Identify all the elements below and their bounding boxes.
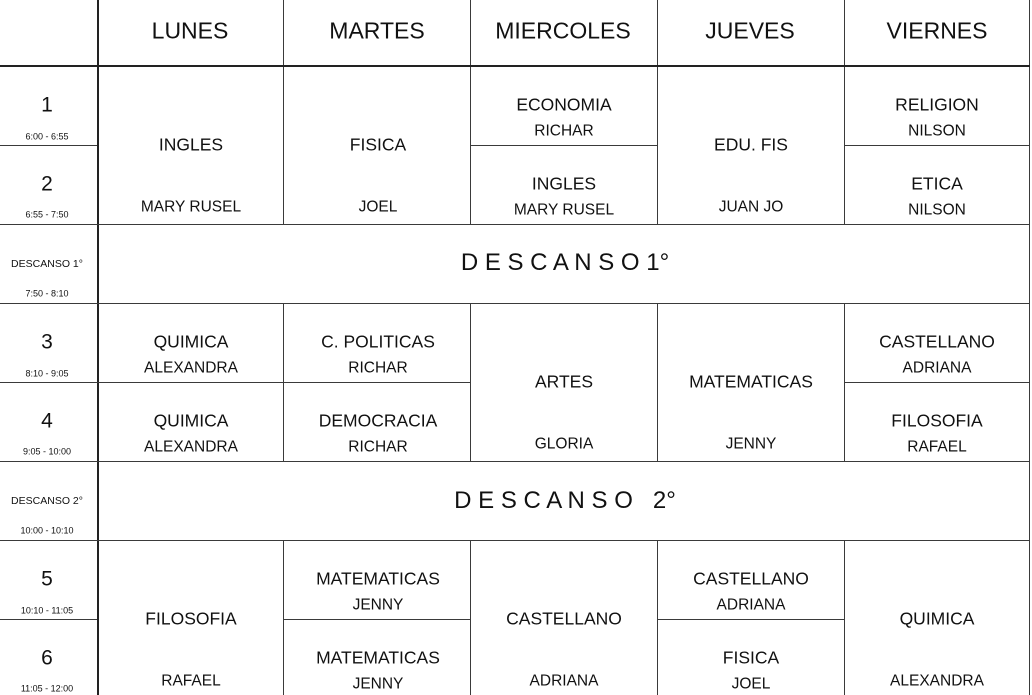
class-teacher: JENNY: [352, 675, 404, 693]
grid-line: [0, 382, 97, 383]
class-subject: MATEMATICAS: [316, 647, 440, 668]
day-header-miercoles: MIERCOLES: [495, 17, 631, 44]
grid-line: [0, 540, 1030, 541]
break-time: 7:50 - 8:10: [25, 288, 69, 299]
grid-line: [1029, 461, 1030, 540]
grid-line: [0, 65, 1030, 67]
class-teacher: JOEL: [731, 675, 771, 693]
class-teacher: RICHAR: [348, 359, 408, 377]
class-teacher: NILSON: [908, 122, 966, 140]
class-teacher: RAFAEL: [161, 672, 221, 690]
class-subject: MATEMATICAS: [689, 371, 813, 392]
day-header-martes: MARTES: [329, 17, 425, 44]
grid-line: [657, 0, 658, 224]
class-teacher: ALEXANDRA: [890, 672, 984, 690]
class-teacher: RAFAEL: [907, 438, 967, 456]
class-teacher: GLORIA: [534, 435, 594, 453]
break-label: DESCANSO 1°: [11, 257, 83, 270]
period-number: 4: [41, 409, 53, 433]
class-teacher: RICHAR: [534, 122, 594, 140]
grid-line: [0, 145, 97, 146]
grid-line: [844, 382, 1030, 383]
grid-line: [844, 145, 1030, 146]
grid-line: [0, 619, 97, 620]
class-subject: CASTELLANO: [506, 608, 622, 629]
class-subject: DEMOCRACIA: [318, 410, 438, 431]
break-label: DESCANSO 2°: [11, 494, 83, 507]
grid-line: [470, 540, 471, 695]
class-teacher: ADRIANA: [716, 596, 786, 614]
class-teacher: ALEXANDRA: [144, 359, 238, 377]
class-teacher: ALEXANDRA: [144, 438, 238, 456]
grid-line: [0, 461, 1030, 462]
grid-line: [0, 303, 1030, 304]
grid-line: [657, 619, 844, 620]
period-time: 9:05 - 10:00: [22, 446, 72, 457]
class-subject: ECONOMIA: [516, 94, 612, 115]
grid-line: [470, 0, 471, 224]
grid-line: [844, 0, 845, 224]
period-number: 1: [41, 93, 53, 117]
class-teacher: ADRIANA: [529, 672, 599, 690]
grid-line: [283, 619, 470, 620]
class-subject: MATEMATICAS: [316, 568, 440, 589]
grid-line: [1029, 540, 1030, 695]
grid-line: [283, 0, 284, 224]
day-header-viernes: VIERNES: [886, 17, 988, 44]
class-subject: CASTELLANO: [693, 568, 809, 589]
grid-line: [657, 303, 658, 461]
class-subject: QUIMICA: [153, 331, 229, 352]
grid-line: [844, 540, 845, 695]
class-subject: INGLES: [531, 173, 597, 194]
break-time: 10:00 - 10:10: [20, 525, 74, 536]
class-subject: EDU. FIS: [714, 134, 788, 155]
class-subject: FILOSOFIA: [145, 608, 237, 629]
class-subject: C. POLITICAS: [321, 331, 435, 352]
period-time: 6:55 - 7:50: [25, 209, 69, 220]
period-number: 6: [41, 646, 53, 670]
grid-line: [1029, 0, 1030, 224]
break-banner-2: D E S C A N S O 2°: [454, 487, 676, 514]
day-header-lunes: LUNES: [151, 17, 229, 44]
class-teacher: JOEL: [358, 198, 398, 216]
day-header-jueves: JUEVES: [705, 17, 795, 44]
class-teacher: MARY RUSEL: [513, 201, 615, 219]
class-subject: CASTELLANO: [879, 331, 995, 352]
class-teacher: JUAN JO: [718, 198, 784, 216]
class-subject: FISICA: [722, 647, 780, 668]
grid-line: [1029, 224, 1030, 303]
class-teacher: MARY RUSEL: [140, 198, 242, 216]
period-time: 8:10 - 9:05: [25, 368, 69, 379]
class-teacher: ADRIANA: [902, 359, 972, 377]
class-subject: FISICA: [349, 134, 407, 155]
period-time: 10:10 - 11:05: [20, 605, 74, 616]
class-subject: QUIMICA: [153, 410, 229, 431]
grid-line: [470, 303, 471, 461]
class-subject: RELIGION: [895, 94, 979, 115]
grid-line: [0, 224, 1030, 225]
grid-line: [97, 0, 99, 695]
period-number: 5: [41, 567, 53, 591]
period-time: 11:05 - 12:00: [20, 683, 74, 694]
class-teacher: RICHAR: [348, 438, 408, 456]
period-number: 2: [41, 172, 53, 196]
class-subject: INGLES: [158, 134, 224, 155]
class-subject: FILOSOFIA: [891, 410, 983, 431]
period-time: 6:00 - 6:55: [25, 131, 69, 142]
class-subject: ARTES: [534, 371, 594, 392]
break-banner-1: D E S C A N S O 1°: [460, 249, 670, 276]
grid-line: [470, 145, 657, 146]
grid-line: [97, 382, 470, 383]
class-subject: QUIMICA: [899, 608, 975, 629]
grid-line: [283, 540, 284, 695]
period-number: 3: [41, 330, 53, 354]
class-teacher: JENNY: [725, 435, 777, 453]
class-subject: ETICA: [911, 173, 963, 194]
grid-line: [657, 540, 658, 695]
class-teacher: JENNY: [352, 596, 404, 614]
class-teacher: NILSON: [908, 201, 966, 219]
